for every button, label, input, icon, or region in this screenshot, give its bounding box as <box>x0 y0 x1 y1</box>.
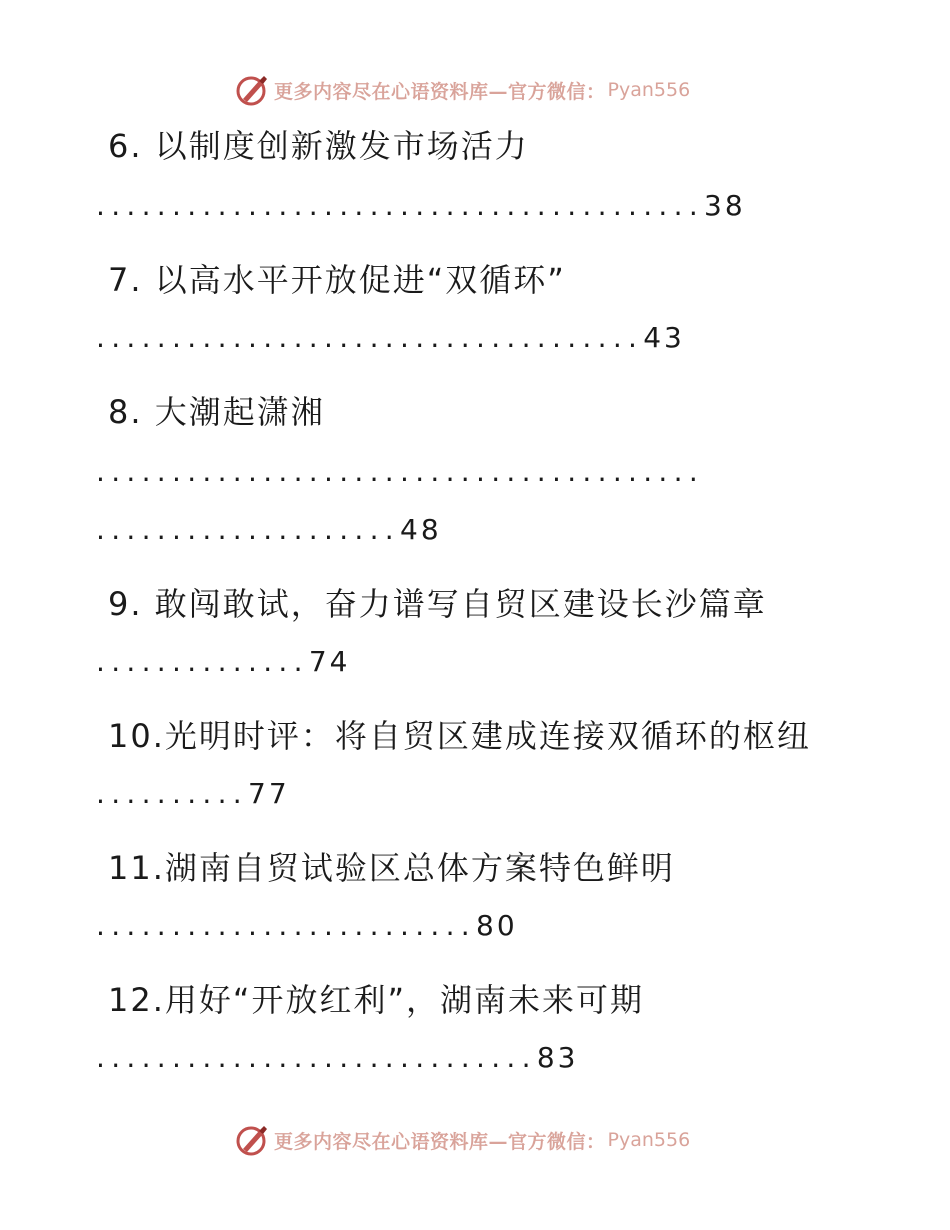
page-number: 77 <box>248 777 290 810</box>
dot-leader: ............................. <box>96 1041 537 1074</box>
toc-entry-11-leader <box>96 906 518 946</box>
page-number: 48 <box>400 513 442 546</box>
toc-entry-12-title: 12.用好“开放红利”，湖南未来可期 <box>108 981 645 1019</box>
dot-leader: .................................... <box>96 321 644 354</box>
pen-logo-icon <box>234 72 270 108</box>
dot-leader: .................... <box>96 513 401 546</box>
toc-entry-12-leader <box>96 1038 578 1078</box>
page-number: 80 <box>476 909 518 942</box>
dot-leader: ........................................ <box>96 189 705 222</box>
page-number: 43 <box>643 321 685 354</box>
toc-entry-7-title: 7. 以高水平开放促进“双循环” <box>108 261 566 299</box>
toc-entry-11-title: 11.湖南自贸试验区总体方案特色鲜明 <box>108 849 675 887</box>
toc-entry-8-title: 8. 大潮起潇湘 <box>108 393 325 431</box>
dot-leader: ........................................ <box>96 455 705 488</box>
watermark-id: Pyan556 <box>607 79 691 101</box>
toc-entry-8-leader-1 <box>96 452 704 492</box>
page-number: 74 <box>308 645 351 678</box>
toc-entry-6-leader <box>96 186 746 226</box>
watermark-id: Pyan556 <box>607 1129 691 1151</box>
toc-entry-10-leader <box>96 774 290 814</box>
toc-entry-10-title: 10.光明时评：将自贸区建成连接双循环的枢纽 <box>108 717 811 755</box>
pen-logo-icon <box>234 1122 270 1158</box>
dot-leader: .......... <box>96 777 249 810</box>
dot-leader: .............. <box>96 645 309 678</box>
toc-entry-7-leader <box>96 318 685 358</box>
watermark-text: 更多内容尽在心语资料库—官方微信： <box>274 80 606 103</box>
footer-watermark <box>234 1122 690 1158</box>
watermark-text: 更多内容尽在心语资料库—官方微信： <box>274 1130 606 1153</box>
toc-entry-9-leader <box>96 642 350 682</box>
dot-leader: ......................... <box>96 909 477 942</box>
page-number: 83 <box>536 1041 579 1074</box>
header-watermark <box>234 72 690 108</box>
toc-entry-6-title: 6. 以制度创新激发市场活力 <box>108 127 529 165</box>
toc-entry-9-title: 9. 敢闯敢试，奋力谱写自贸区建设长沙篇章 <box>108 585 767 623</box>
toc-entry-8-leader-2 <box>96 510 442 550</box>
page-number: 38 <box>704 189 746 222</box>
